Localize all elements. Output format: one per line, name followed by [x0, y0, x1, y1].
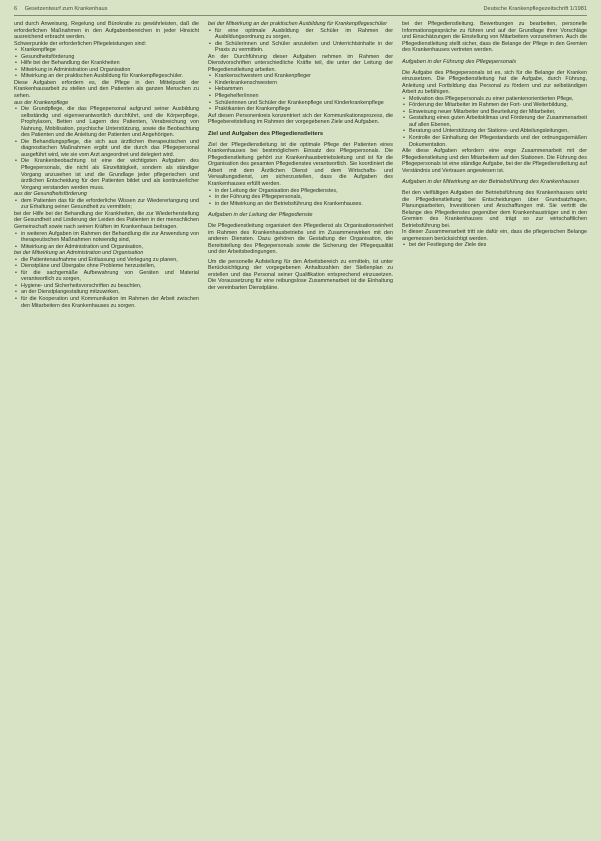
- list-item: • an der Dienstplangestaltung mitzuwirken,: [14, 289, 199, 296]
- list-item: • für die Kooperation und Kommunikation im Rahmen der Arbeit zwischen den Mitarbeitern des Krankenhauses zu sorgen.: [14, 296, 199, 309]
- list-item: • bei der Festlegung der Ziele des: [402, 242, 587, 249]
- list-item: • Mitwirkung an der praktischen Ausbildung für Krankenpflegeschüler.: [14, 73, 199, 80]
- list-item: • für eine optimale Ausbildung der Schüler im Rahmen der Ausbildungsordnung zu sorgen,: [208, 28, 393, 41]
- paragraph: bei der Hilfe bei der Behandlung der Krankheiten, die zur Wiederherstellung der Gesundheit und Linderung der Leiden des Patienten in der menschlichen Gemeinschaft sowie nach seinen Kräften im Krankenhaus beitragen.: [14, 210, 199, 230]
- list-item: • die Schülerinnen und Schüler anzuleiten und Unterrichtsinhalte in der Praxis zu vermitteln.: [208, 41, 393, 54]
- subheading: bei der Mitwirkung an der praktischen Ausbildung für Krankenpflegeschüler: [208, 21, 387, 27]
- list-item: • Gesundheitsförderung: [14, 54, 199, 61]
- column-3: [402, 21, 587, 841]
- header-left: [14, 6, 113, 13]
- paragraph: Die Aufgabe des Pflegepersonals ist es, sich für die Belange der Kranken einzusetzen. Die Pflegedienstleitung hat die Aufgabe, durch Führung, Anleitung und Fortbildung das Personal zu fördern und zur selbständigen Arbeit zu befähigen.: [402, 69, 587, 96]
- paragraph: An der Durchführung dieser Aufgaben nehmen im Rahmen der Dienstvorschriften unterschiedliche Kräfte teil, die unter der Leitung der Pflegedienstleitung arbeiten.: [208, 53, 393, 73]
- bullet-list: [208, 28, 393, 54]
- bullet-list: [14, 257, 199, 309]
- list-item: • Die Krankenbeobachtung ist eine der wichtigsten Aufgaben des Pflegepersonals, die nicht als Einzeltätigkeit, sondern als ständiger Vorgang anzusehen ist und die Grundlage jeder pflegerischen und ärztlichen Entscheidung für den Patienten bildet und als kontinuierlicher Vorgang verstanden werden muss.: [14, 158, 199, 191]
- paragraph: bei der Pflegedienstleitung. Bewerbungen zu bearbeiten, personelle Informationsgespräche zu führen und auf der Grundlage ihrer Vorschläge und Einschätzungen die Einstellung von Mitarbeitern vorzunehmen. Auch die Pflegedienstleitung stellt sicher, dass die Belange der Pflege in den Gremien des Krankenhauses vertreten werden.: [402, 21, 587, 54]
- column-1: [14, 21, 199, 841]
- list-item: • in der Mitwirkung an der Betriebsführung des Krankenhauses.: [208, 201, 393, 208]
- bullet-list: [208, 73, 393, 112]
- bullet-list: [402, 242, 587, 249]
- list-item: • für die sachgemäße Aufbewahrung von Geräten und Material verantwortlich zu sorgen,: [14, 270, 199, 283]
- header-right-title: Deutsche Krankenpflegezeitschrift 1/1981: [483, 6, 587, 12]
- paragraph: Die Pflegedienstleitung organisiert den Pflegedienst als Organisationseinheit im Rahmen des Krankenhausbetriebs und im Zusammenwirken mit den anderen Diensten. Dazu gehören die Gestaltung der Organisation, die Bereitstellung des Pflegepersonals sowie die Sicherung der Pflegequalität und der Arbeitsbedingungen.: [208, 223, 393, 256]
- paragraph: Bei den vielfältigen Aufgaben der Betriebsführung des Krankenhauses wirkt die Pflegedienstleitung bei Entscheidungen über Grundsatzfragen, Planungsarbeiten, Investitionen und Anschaffungen mit. Sie vertritt die Belange des Pflegedienstes gegenüber dem Krankenhausträger und in den Gremien des Krankenhauses und trägt so zur wirtschaftlichen Betriebsführung bei.: [402, 190, 587, 229]
- subheading: aus der Krankenpflege: [14, 99, 69, 106]
- list-item: • Pflegehelfer/innen: [208, 93, 393, 100]
- paragraph: Auf diesen Personenkreis konzentriert sich der Kommunikationsprozess, die Pflegebereitstellung im Rahmen der vorgegebenen Ziele und Aufgaben.: [208, 112, 393, 126]
- list-item: • Kinderkrankenschwestern: [208, 80, 393, 87]
- paragraph: Schwerpunkte der erforderlichen Pflegeleistungen sind:: [14, 40, 147, 47]
- section-heading: Ziel und Aufgaben des Pflegedienstleiters: [208, 130, 324, 137]
- list-item: • Dienstpläne und Übergabe ohne Probleme herzustellen,: [14, 263, 199, 270]
- section-subheading: Aufgaben in der Mitwirkung an der Betriebsführung des Krankenhauses: [402, 179, 580, 186]
- bullet-list: [14, 106, 199, 191]
- list-item: • Die Behandlungspflege, die sich aus ärztlichen therapeutischen und diagnostischen Maßnahmen ergibt und die durch das Pflegepersonal ausgeführt wird, wie sie vom Arzt angeordnet und delegiert wird.: [14, 139, 199, 159]
- bullet-list: [14, 198, 199, 211]
- text-columns: [14, 21, 587, 841]
- bullet-list: [402, 96, 587, 148]
- list-item: • Mitwirkung in Administration und Organisation: [14, 67, 199, 74]
- list-item: • Hilfe bei der Behandlung der Krankheiten: [14, 60, 199, 67]
- page-header: [14, 6, 587, 16]
- paragraph: und durch Anweisung, Regelung und Bürokratie zu gewährleisten, daß die erforderlichen Maßnahmen in den Aufgabenbereichen in jeder Hinsicht ausreichend erbracht werden.: [14, 21, 199, 41]
- list-item: • Kontrolle der Einhaltung der Pflegestandards und der ordnungsgemäßen Dokumentation.: [402, 135, 587, 148]
- bullet-list: [208, 188, 393, 208]
- list-item: • Einweisung neuer Mitarbeiter und Beurteilung der Mitarbeiter,: [402, 109, 587, 116]
- list-item: • in weiteren Aufgaben im Rahmen der Behandlung die zur Anwendung von therapeutischen Maßnahmen notwendig sind,: [14, 231, 199, 244]
- list-item: • Förderung der Mitarbeiter im Rahmen der Fort- und Weiterbildung,: [402, 102, 587, 109]
- list-item: • Hygiene- und Sicherheitsvorschriften zu beachten,: [14, 283, 199, 290]
- subheading: aus der Gesundheitsförderung: [14, 191, 87, 198]
- paragraph: Ziel der Pflegedienstleitung ist die optimale Pflege der Patienten eines Krankenhauses bei bestmöglichem Einsatz des Pflegepersonals. Die Pflegedienstleitung gehört zur Krankenhausbetriebsleitung und ist für die Organisation des gesamten Pflegedienstes verantwortlich. Sie koordiniert die Arbeit mit dem Ärztlichen Dienst und dem Wirtschafts- und Verwaltungsdienst, um sicherzustellen, dass die Aufgaben des Krankenhauses erfüllt werden.: [208, 141, 393, 188]
- list-item: • Krankenschwestern und Krankenpfleger: [208, 73, 393, 80]
- paragraph: Um die personelle Aufstellung für den Arbeitsbereich zu ermitteln, ist unter Berücksichtigung der vorgegebenen Anhaltszahlen der Stellenplan zu erstellen und das Personal seiner Qualifikation entsprechend einzusetzen. Die Voraussetzung für eine reibungslose Zusammenarbeit ist die Einhaltung der vereinbarten Dienstpläne.: [208, 258, 393, 291]
- paragraph: Diese Aufgaben erfordern es, die Pflege in den Mittelpunkt der Krankenhausarbeit zu stellen und den Patienten als ganzen Menschen zu sehen.: [14, 79, 199, 100]
- list-item: • Hebammen: [208, 86, 393, 93]
- bullet-list: [14, 47, 199, 80]
- header-left-title: Gesetzentwurf zum Krankenhaus: [24, 6, 108, 12]
- list-item: • Gestaltung eines guten Arbeitsklimas und Förderung der Zusammenarbeit auf allen Ebenen,: [402, 115, 587, 128]
- list-item: • in der Leitung der Organisation des Pflegedienstes,: [208, 188, 393, 195]
- paragraph: In dieser Zusammenarbeit tritt sie dafür ein, dass die pflegerischen Belange angemessen berücksichtigt werden.: [402, 229, 587, 242]
- list-item: • Krankenpflege: [14, 47, 199, 54]
- list-item: • Beratung und Unterstützung der Stations- und Abteilungsleitungen,: [402, 128, 587, 135]
- paragraph: Alle diese Aufgaben erfordern eine enge Zusammenarbeit mit der Pflegedienstleitung und den Mitarbeitern auf den Stationen. Die Führung des Pflegepersonals ist eine ständige Aufgabe, bei der die Pflegedienstleitung auf Verständnis und Vertrauen angewiesen ist.: [402, 148, 587, 174]
- list-item: • Motivation des Pflegepersonals zu einer patientenorientierten Pflege,: [402, 96, 587, 103]
- list-item: • dem Patienten das für die erforderliche Wissen zur Wiedererlangung und zur Erhaltung seiner Gesundheit zu vermitteln;: [14, 198, 199, 211]
- section-subheading: Aufgaben in der Leitung der Pflegedienste: [208, 212, 313, 219]
- list-item: • Schülerinnen und Schüler der Krankenpflege und Kinderkrankenpflege: [208, 100, 393, 107]
- list-item: • Die Grundpflege, die das Pflegepersonal aufgrund seiner Ausbildung selbständig und eigenverantwortlich durchführt, und die Körperpflege, Prophylaxen, Betten und Lagern des Patienten, Verabreichung von Nahrung, Mobilisation, psychische Unterstützung, sowie die Beobachtung des Patienten und die Anleitung der Patienten und Angehörigen.: [14, 106, 199, 139]
- bullet-list: [14, 231, 199, 251]
- subheading: bei der Mitwirkung an Administration und Organisation: [14, 250, 144, 257]
- section-subheading: Aufgaben in der Führung des Pflegepersonals: [402, 58, 517, 65]
- column-2: [208, 21, 393, 841]
- list-item: • die Patientenaufnahme und Entlassung und Verlegung zu planen,: [14, 257, 199, 264]
- list-item: • in der Führung des Pflegepersonals,: [208, 194, 393, 201]
- page-number: 6: [14, 6, 18, 12]
- list-item: • Praktikanten der Krankenpflege: [208, 106, 393, 113]
- list-item: • Mitwirkung an der Administration und Organisation,: [14, 244, 199, 251]
